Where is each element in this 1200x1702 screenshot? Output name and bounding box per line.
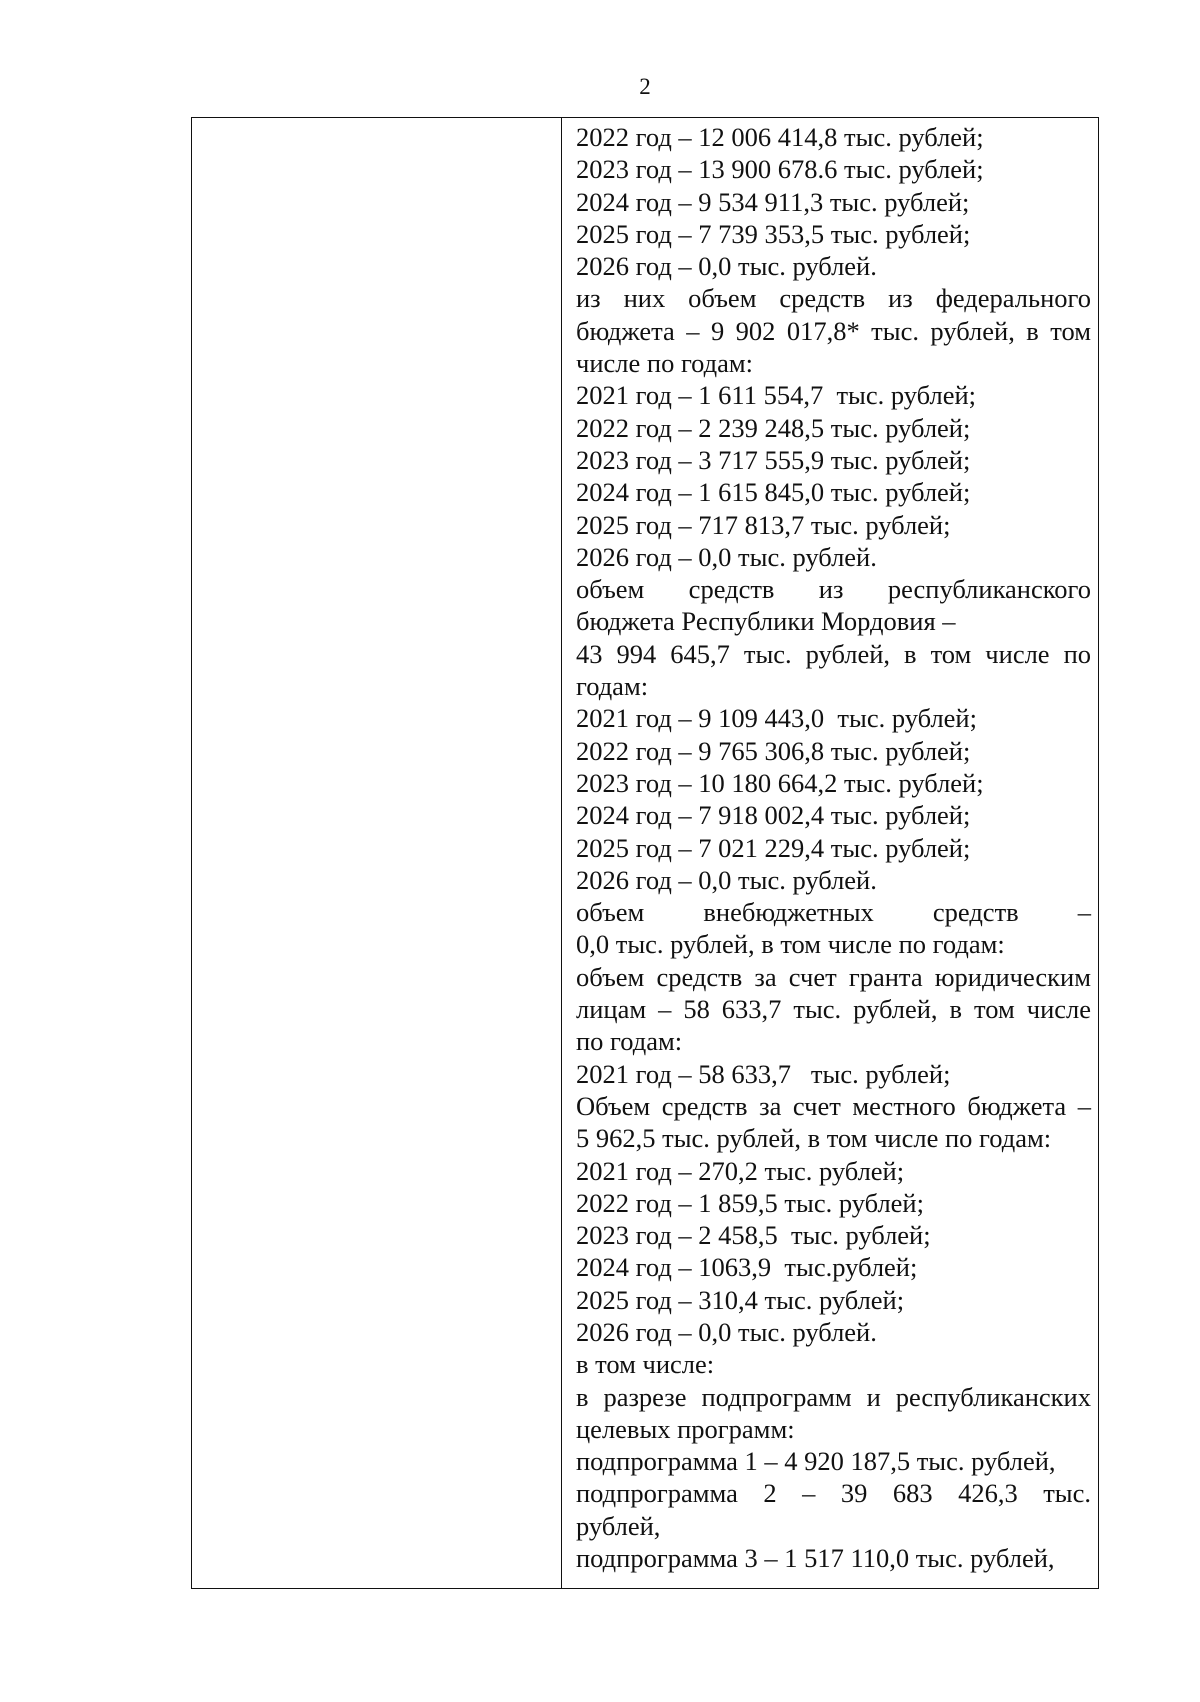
text-line: по годам: [576, 1026, 683, 1057]
text-line: 2026 год – 0,0 тыс. рублей. [576, 1316, 877, 1347]
text-line: объем внебюджетных средств – [576, 897, 1091, 928]
budget-table [191, 117, 1099, 1589]
text-line: 2024 год – 1063,9 тыс.рублей; [576, 1252, 918, 1283]
text-line: 2021 год – 270,2 тыс. рублей; [576, 1155, 905, 1186]
text-line: бюджета Республики Мордовия – [576, 606, 956, 637]
table-right-cell [563, 118, 1098, 1574]
text-line: 2021 год – 1 611 554,7 тыс. рублей; [576, 380, 976, 411]
text-line: рублей, [576, 1510, 661, 1541]
text-line: 2025 год – 7 021 229,4 тыс. рублей; [576, 832, 971, 863]
text-line: 2022 год – 2 239 248,5 тыс. рублей; [576, 412, 971, 443]
text-line: 2023 год – 13 900 678.6 тыс. рублей; [576, 154, 984, 185]
text-line: подпрограмма 2 – 39 683 426,3 тыс. [576, 1478, 1091, 1509]
text-line: 2024 год – 9 534 911,3 тыс. рублей; [576, 186, 970, 217]
text-line: числе по годам: [576, 348, 754, 379]
text-line: в разрезе подпрограмм и республиканских [576, 1381, 1091, 1412]
text-line: объем средств из республиканского [576, 574, 1091, 605]
text-line: бюджета – 9 902 017,8* тыс. рублей, в том [576, 315, 1091, 346]
text-line: 2023 год – 2 458,5 тыс. рублей; [576, 1220, 931, 1251]
text-line: Объем средств за счет местного бюджета – [576, 1090, 1091, 1121]
text-line: 2025 год – 310,4 тыс. рублей; [576, 1284, 905, 1315]
text-line: 2023 год – 3 717 555,9 тыс. рублей; [576, 444, 971, 475]
text-line: объем средств за счет гранта юридическим [576, 961, 1091, 992]
text-line: 2024 год – 1 615 845,0 тыс. рублей; [576, 477, 971, 508]
text-line: 2026 год – 0,0 тыс. рублей. [576, 541, 877, 572]
text-line: 0,0 тыс. рублей, в том числе по годам: [576, 929, 1005, 960]
text-line: из них объем средств из федерального [576, 283, 1091, 314]
text-line: 2026 год – 0,0 тыс. рублей. [576, 251, 877, 282]
text-line: подпрограмма 1 – 4 920 187,5 тыс. рублей, [576, 1446, 1056, 1477]
text-line: 2025 год – 7 739 353,5 тыс. рублей; [576, 218, 971, 249]
text-line: целевых программ: [576, 1413, 795, 1444]
text-line: лицам – 58 633,7 тыс. рублей, в том числе [576, 994, 1091, 1025]
text-line: 2021 год – 58 633,7 тыс. рублей; [576, 1058, 951, 1089]
text-line: подпрограмма 3 – 1 517 110,0 тыс. рублей, [576, 1543, 1055, 1574]
text-line: 5 962,5 тыс. рублей, в том числе по годам: [576, 1123, 1052, 1154]
text-line: 2023 год – 10 180 664,2 тыс. рублей; [576, 767, 984, 798]
page-number: 2 [639, 74, 651, 99]
text-line: в том числе: [576, 1349, 715, 1380]
text-line: 2022 год – 9 765 306,8 тыс. рублей; [576, 735, 971, 766]
text-line: годам: [576, 671, 649, 702]
text-line: 43 994 645,7 тыс. рублей, в том числе по [576, 638, 1091, 669]
text-line: 2022 год – 12 006 414,8 тыс. рублей; [576, 122, 984, 152]
text-line: 2025 год – 717 813,7 тыс. рублей; [576, 509, 951, 540]
text-line: 2024 год – 7 918 002,4 тыс. рублей; [576, 800, 971, 831]
text-line: 2026 год – 0,0 тыс. рублей. [576, 864, 877, 895]
text-line: 2021 год – 9 109 443,0 тыс. рублей; [576, 703, 977, 734]
text-line: 2022 год – 1 859,5 тыс. рублей; [576, 1187, 924, 1218]
table-left-cell [192, 118, 562, 1588]
